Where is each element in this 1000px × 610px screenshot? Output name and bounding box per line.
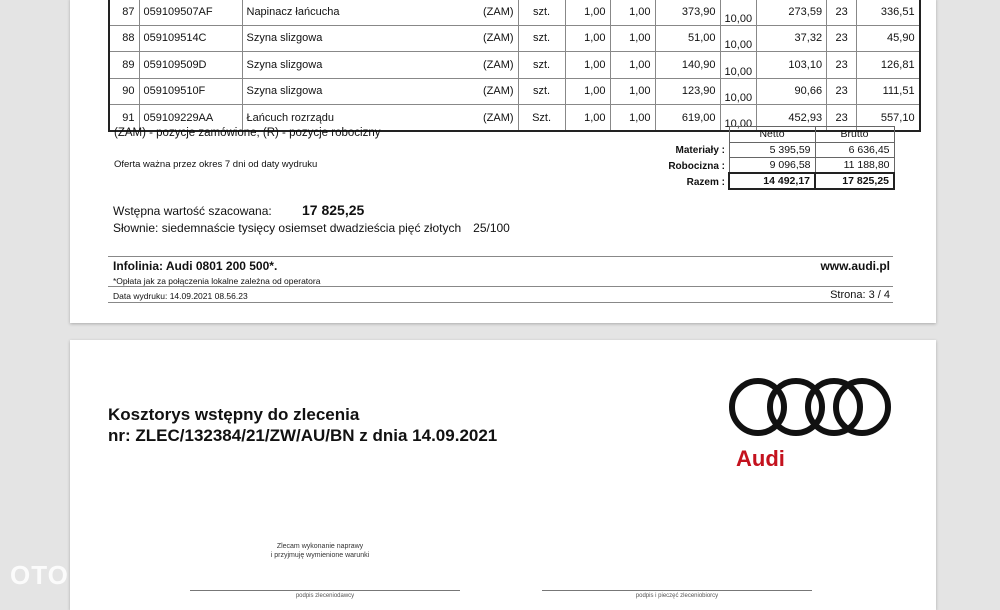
cell-name: Szyna slizgowa bbox=[242, 78, 479, 105]
labor-brutto: 11 188,80 bbox=[815, 158, 894, 174]
infoline: Infolinia: Audi 0801 200 500*. bbox=[113, 259, 278, 273]
cell-no: 91 bbox=[109, 105, 139, 132]
cell-vat: 23 bbox=[827, 78, 857, 105]
document-page-4 bbox=[70, 340, 936, 610]
cell-code: 059109229AA bbox=[139, 105, 242, 132]
cell-no: 87 bbox=[109, 0, 139, 25]
client-signature-line: podpis zleceniodawcy bbox=[190, 590, 460, 599]
words-text: Słownie: siedemnaście tysięcy osiemset dwadzieścia pięć złotych bbox=[113, 221, 462, 235]
cell-discount: 10,00 bbox=[720, 25, 757, 52]
table-row bbox=[109, 25, 920, 52]
total-brutto: 17 825,25 bbox=[815, 173, 894, 189]
table-row bbox=[109, 78, 920, 105]
cell-name: Szyna slizgowa bbox=[242, 52, 479, 79]
materials-brutto: 6 636,45 bbox=[815, 142, 894, 158]
cell-discount: 10,00 bbox=[720, 0, 757, 25]
cell-net: 37,32 bbox=[757, 25, 827, 52]
contractor-signature-line: podpis i pieczęć zleceniobiorcy bbox=[542, 590, 812, 599]
items-table bbox=[108, 0, 921, 132]
materials-label: Materiały : bbox=[675, 145, 725, 156]
cell-q1: 1,00 bbox=[565, 25, 610, 52]
cell-net: 452,93 bbox=[757, 105, 827, 132]
cell-type: (ZAM) bbox=[479, 25, 518, 52]
cell-type: (ZAM) bbox=[479, 0, 518, 25]
cell-price: 51,00 bbox=[655, 25, 720, 52]
cell-unit: szt. bbox=[518, 25, 565, 52]
cell-no: 88 bbox=[109, 25, 139, 52]
cell-unit: szt. bbox=[518, 0, 565, 25]
cell-vat: 23 bbox=[827, 0, 857, 25]
cell-name: Łańcuch rozrządu bbox=[242, 105, 479, 132]
title-line-1: Kosztorys wstępny do zlecenia bbox=[108, 405, 360, 424]
cell-vat: 23 bbox=[827, 52, 857, 79]
page-number: Strona: 3 / 4 bbox=[830, 289, 890, 301]
table-row bbox=[109, 52, 920, 79]
cell-q2: 1,00 bbox=[610, 0, 655, 25]
cell-vat: 23 bbox=[827, 105, 857, 132]
legend-text: (ZAM) - pozycje zamówione, (R) - pozycje robocizny bbox=[114, 127, 381, 139]
cell-gross: 126,81 bbox=[857, 52, 920, 79]
cell-code: 059109510F bbox=[139, 78, 242, 105]
cell-price: 140,90 bbox=[655, 52, 720, 79]
estimate-value: 17 825,25 bbox=[302, 202, 365, 218]
cell-unit: Szt. bbox=[518, 105, 565, 132]
consent-text bbox=[250, 542, 390, 560]
cell-q2: 1,00 bbox=[610, 78, 655, 105]
table-row bbox=[109, 0, 920, 25]
cell-q2: 1,00 bbox=[610, 52, 655, 79]
cell-no: 89 bbox=[109, 52, 139, 79]
cell-type: (ZAM) bbox=[479, 78, 518, 105]
cell-gross: 557,10 bbox=[857, 105, 920, 132]
cell-q1: 1,00 bbox=[565, 0, 610, 25]
words-fraction: 25/100 bbox=[473, 221, 510, 235]
consent-line-1: Zlecam wykonanie naprawy bbox=[276, 543, 364, 550]
cell-vat: 23 bbox=[827, 25, 857, 52]
materials-netto: 5 395,59 bbox=[729, 142, 815, 158]
cell-price: 373,90 bbox=[655, 0, 720, 25]
cell-price: 619,00 bbox=[655, 105, 720, 132]
cell-gross: 111,51 bbox=[857, 78, 920, 105]
cell-unit: szt. bbox=[518, 78, 565, 105]
total-label: Razem : bbox=[686, 177, 725, 188]
cell-q2: 1,00 bbox=[610, 25, 655, 52]
audi-rings-logo bbox=[727, 376, 893, 438]
watermark: OTOMOTO bbox=[10, 560, 151, 590]
website-link[interactable]: www.audi.pl bbox=[820, 259, 890, 273]
cell-gross: 45,90 bbox=[857, 25, 920, 52]
cell-code: 059109509D bbox=[139, 52, 242, 79]
estimate-label: Wstępna wartość szacowana: bbox=[113, 204, 272, 218]
labor-label: Robocizna : bbox=[668, 161, 725, 172]
cell-type: (ZAM) bbox=[479, 52, 518, 79]
cell-name: Napinacz łańcucha bbox=[242, 0, 479, 25]
cell-code: 059109507AF bbox=[139, 0, 242, 25]
cell-net: 273,59 bbox=[757, 0, 827, 25]
cell-unit: szt. bbox=[518, 52, 565, 79]
cell-name: Szyna slizgowa bbox=[242, 25, 479, 52]
document-page-3 bbox=[70, 0, 936, 323]
labor-netto: 9 096,58 bbox=[729, 158, 815, 174]
cell-q1: 1,00 bbox=[565, 52, 610, 79]
brutto-header: Brutto bbox=[815, 127, 894, 143]
cell-type: (ZAM) bbox=[479, 105, 518, 132]
total-netto: 14 492,17 bbox=[729, 173, 815, 189]
cell-discount: 10,00 bbox=[720, 105, 757, 132]
page-title bbox=[108, 404, 497, 446]
validity-text: Oferta ważna przez okres 7 dni od daty wydruku bbox=[114, 159, 318, 170]
cell-no: 90 bbox=[109, 78, 139, 105]
title-line-2: nr: ZLEC/132384/21/ZW/AU/BN z dnia 14.09.2021 bbox=[108, 426, 498, 445]
cell-discount: 10,00 bbox=[720, 52, 757, 79]
cell-gross: 336,51 bbox=[857, 0, 920, 25]
infoline-note: *Opłata jak za połączenia lokalne zależna od operatora bbox=[113, 276, 321, 286]
cell-q1: 1,00 bbox=[565, 78, 610, 105]
consent-line-2: i przyjmuję wymienione warunki bbox=[270, 552, 370, 559]
cell-q2: 1,00 bbox=[610, 105, 655, 132]
cell-q1: 1,00 bbox=[565, 105, 610, 132]
summary-table bbox=[728, 126, 895, 190]
cell-price: 123,90 bbox=[655, 78, 720, 105]
cell-net: 90,66 bbox=[757, 78, 827, 105]
audi-wordmark: Audi bbox=[736, 446, 785, 471]
netto-header: Netto bbox=[729, 127, 815, 143]
cell-net: 103,10 bbox=[757, 52, 827, 79]
cell-code: 059109514C bbox=[139, 25, 242, 52]
cell-discount: 10,00 bbox=[720, 78, 757, 105]
print-date: Data wydruku: 14.09.2021 08.56.23 bbox=[113, 291, 248, 301]
amount-in-words bbox=[113, 221, 510, 235]
